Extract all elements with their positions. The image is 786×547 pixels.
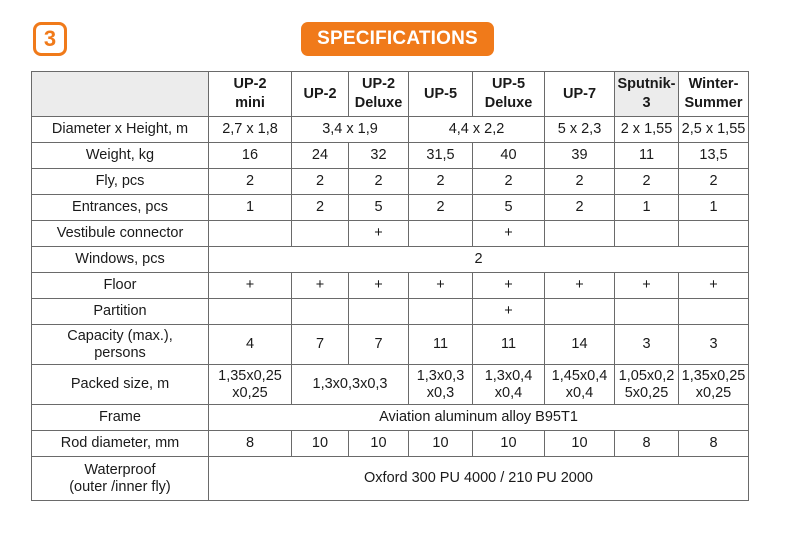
- cell: 1,3x0,3 x0,3: [409, 365, 473, 405]
- cell: [545, 221, 615, 247]
- row-floor: [32, 273, 749, 299]
- row-label: Vestibule connector: [32, 221, 209, 247]
- cell: 3: [615, 325, 679, 365]
- cell: 32: [349, 143, 409, 169]
- header-up5-deluxe: UP-5 Deluxe: [473, 72, 545, 117]
- cell: 2: [409, 195, 473, 221]
- cell: 2: [545, 169, 615, 195]
- cell: 2,5 x 1,55: [679, 117, 749, 143]
- cell: 4: [209, 325, 292, 365]
- cell: [409, 221, 473, 247]
- cell: [209, 299, 292, 325]
- cell: 40: [473, 143, 545, 169]
- cell: 10: [349, 431, 409, 457]
- cell: +: [615, 273, 679, 299]
- cell: [615, 221, 679, 247]
- cell: 2: [292, 195, 349, 221]
- header-up2-mini: UP-2 mini: [209, 72, 292, 117]
- row-label: Waterproof (outer /inner fly): [32, 457, 209, 501]
- cell: 7: [349, 325, 409, 365]
- cell: 2: [679, 169, 749, 195]
- cell: 2: [292, 169, 349, 195]
- header-up5: UP-5: [409, 72, 473, 117]
- header-up7: UP-7: [545, 72, 615, 117]
- row-label: Entrances, pcs: [32, 195, 209, 221]
- cell: 2,7 x 1,8: [209, 117, 292, 143]
- row-label: Capacity (max.), persons: [32, 325, 209, 365]
- cell: [679, 221, 749, 247]
- cell: +: [292, 273, 349, 299]
- row-vestibule: [32, 221, 749, 247]
- cell: [409, 299, 473, 325]
- cell: 10: [545, 431, 615, 457]
- cell: 4,4 x 2,2: [409, 117, 545, 143]
- cell: 3,4 x 1,9: [292, 117, 409, 143]
- row-fly: [32, 169, 749, 195]
- cell: Oxford 300 PU 4000 / 210 PU 2000: [209, 457, 749, 501]
- cell: 16: [209, 143, 292, 169]
- cell: 2 x 1,55: [615, 117, 679, 143]
- cell: 5 x 2,3: [545, 117, 615, 143]
- cell: [615, 299, 679, 325]
- cell: 13,5: [679, 143, 749, 169]
- row-label: Windows, pcs: [32, 247, 209, 273]
- cell: 1: [679, 195, 749, 221]
- cell: 7: [292, 325, 349, 365]
- cell: 2: [349, 169, 409, 195]
- cell: 2: [473, 169, 545, 195]
- row-rod-diameter: [32, 431, 749, 457]
- row-capacity: [32, 325, 749, 365]
- cell: +: [473, 273, 545, 299]
- row-frame: [32, 405, 749, 431]
- cell: 1: [209, 195, 292, 221]
- row-entrances: [32, 195, 749, 221]
- cell: 8: [615, 431, 679, 457]
- cell: Aviation aluminum alloy B95T1: [209, 405, 749, 431]
- section-number-badge: 3: [33, 22, 67, 56]
- page-title: SPECIFICATIONS: [301, 22, 494, 56]
- cell: [292, 299, 349, 325]
- cell: 1,35x0,25 x0,25: [679, 365, 749, 405]
- cell: 3: [679, 325, 749, 365]
- specifications-table: [31, 71, 749, 501]
- header-sputnik-3: Sputnik- 3: [615, 72, 679, 117]
- cell: [679, 299, 749, 325]
- row-label: Floor: [32, 273, 209, 299]
- cell: +: [349, 273, 409, 299]
- row-label: Rod diameter, mm: [32, 431, 209, 457]
- cell: 1: [615, 195, 679, 221]
- header-up2-deluxe: UP-2 Deluxe: [349, 72, 409, 117]
- header-winter-summer: Winter- Summer: [679, 72, 749, 117]
- cell: +: [473, 221, 545, 247]
- cell: 2: [209, 247, 749, 273]
- cell: 14: [545, 325, 615, 365]
- row-label: Fly, pcs: [32, 169, 209, 195]
- cell: 11: [409, 325, 473, 365]
- cell: +: [209, 273, 292, 299]
- cell: [292, 221, 349, 247]
- cell: 10: [473, 431, 545, 457]
- row-label: Packed size, m: [32, 365, 209, 405]
- cell: 2: [545, 195, 615, 221]
- cell: +: [679, 273, 749, 299]
- cell: 8: [209, 431, 292, 457]
- cell: 11: [615, 143, 679, 169]
- header-up2: UP-2: [292, 72, 349, 117]
- cell: [349, 299, 409, 325]
- cell: 10: [292, 431, 349, 457]
- cell: 8: [679, 431, 749, 457]
- cell: 31,5: [409, 143, 473, 169]
- cell: 11: [473, 325, 545, 365]
- cell: 2: [209, 169, 292, 195]
- cell: +: [349, 221, 409, 247]
- cell: [209, 221, 292, 247]
- cell: +: [545, 273, 615, 299]
- row-label: Partition: [32, 299, 209, 325]
- cell: 39: [545, 143, 615, 169]
- cell: 1,05x0,2 5x0,25: [615, 365, 679, 405]
- cell: 2: [615, 169, 679, 195]
- cell: 10: [409, 431, 473, 457]
- cell: [545, 299, 615, 325]
- cell: 1,3x0,3x0,3: [292, 365, 409, 405]
- row-label: Weight, kg: [32, 143, 209, 169]
- row-windows: [32, 247, 749, 273]
- cell: +: [473, 299, 545, 325]
- cell: 24: [292, 143, 349, 169]
- row-packed-size: [32, 365, 749, 405]
- cell: 5: [349, 195, 409, 221]
- row-partition: [32, 299, 749, 325]
- header-row: [32, 72, 749, 117]
- cell: 2: [409, 169, 473, 195]
- header-corner: [32, 72, 209, 117]
- cell: +: [409, 273, 473, 299]
- cell: 1,3x0,4 x0,4: [473, 365, 545, 405]
- cell: 5: [473, 195, 545, 221]
- cell: 1,35x0,25 x0,25: [209, 365, 292, 405]
- row-label: Diameter x Height, m: [32, 117, 209, 143]
- row-label: Frame: [32, 405, 209, 431]
- row-waterproof: [32, 457, 749, 501]
- row-weight: [32, 143, 749, 169]
- cell: 1,45x0,4 x0,4: [545, 365, 615, 405]
- row-diameter: [32, 117, 749, 143]
